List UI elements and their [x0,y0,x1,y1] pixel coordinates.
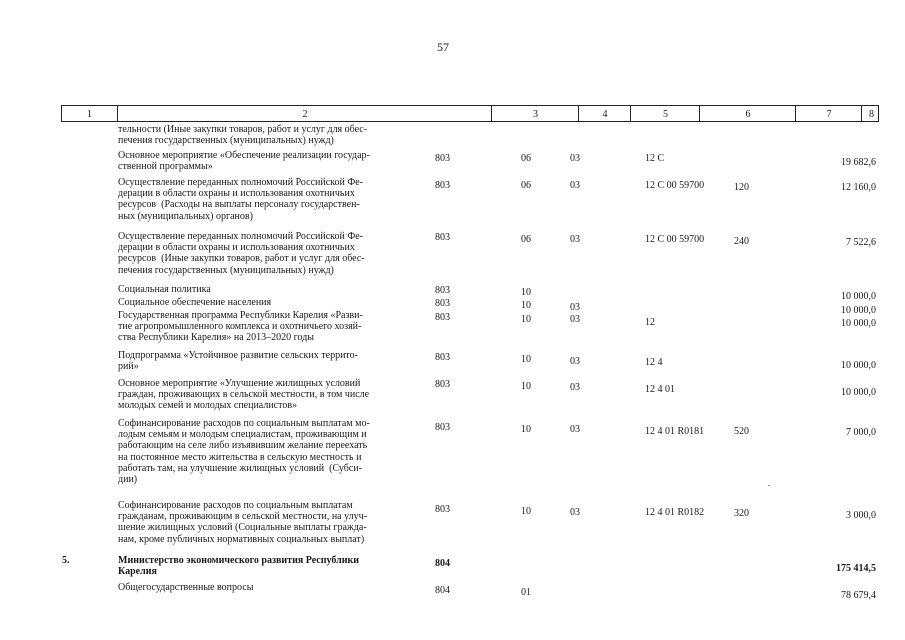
row-4-col8: 10 000,0 [841,291,876,302]
row-10-col6: 12 4 01 R0182 [645,507,705,518]
row-9-col7: 520 [734,426,749,437]
row-10-col3: 803 [435,504,450,515]
row-9-col5: 03 [570,424,580,435]
row-9-col8: 7 000,0 [846,427,876,438]
row-10-col4: 10 [521,506,531,517]
row-3-col8: 7 522,6 [846,237,876,248]
header-col-6: 6 [699,106,796,121]
row-6-col4: 10 [521,314,531,325]
row-2-col7: 120 [734,182,749,193]
row-12-description: Общегосударственные вопросы [118,582,254,593]
row-8-col8: 10 000,0 [841,387,876,398]
row-8-col6: 12 4 01 [645,384,675,395]
row-8-col3: 803 [435,379,450,390]
row-3-col3: 803 [435,232,450,243]
row-11-description: Министерство экономического развития Республики Карелия [118,555,359,578]
row-6-col8: 10 000,0 [841,318,876,329]
table-header [61,105,879,122]
row-11-number: 5. [62,555,70,566]
row-7-col8: 10 000,0 [841,360,876,371]
row-11-col8: 175 414,5 [836,563,876,574]
row-3-col5: 03 [570,234,580,245]
header-col-3: 3 [491,106,579,121]
row-1-col3: 803 [435,153,450,164]
row-5-col3: 803 [435,298,450,309]
row-7-col3: 803 [435,352,450,363]
row-1-description: Основное мероприятие «Обеспечение реализации государ- ственной программы» [118,150,370,173]
row-10-description: Софинансирование расходов по социальным выплатам гражданам, проживающим в сельской местности, на улуч- шение жилищных условий (Социальные выплаты гражда- нам, кроме публичных нормативных социальных выплат) [118,500,368,545]
row-4-col4: 10 [521,287,531,298]
row-10-col7: 320 [734,508,749,519]
row-6-col3: 803 [435,312,450,323]
row-7-col4: 10 [521,354,531,365]
row-1-col6: 12 С [645,153,665,164]
row-10-col5: 03 [570,507,580,518]
page-number: 57 [437,40,449,54]
header-col-1: 1 [87,109,92,120]
row-8-col5: 03 [570,382,580,393]
row-0-description: тельности (Иные закупки товаров, работ и услуг для обес- печения государственных (муниципальных) нужд) [118,124,368,147]
header-col-5: 5 [630,106,700,121]
row-6-col5: 03 [570,314,580,325]
row-9-description: Софинансирование расходов по социальным выплатам мо- лодым семьям и молодым специалистам, проживающим и работающим на селе либо изъявившим желание переехать на постоянное место жительства в сельскую местность и работать там, на улучшение жилищных условий (Субси- дии) [118,418,370,486]
row-9-col4: 10 [521,424,531,435]
row-9-col6: 12 4 01 R0181 [645,426,705,437]
row-1-col4: 06 [521,153,531,164]
row-5-col8: 10 000,0 [841,305,876,316]
row-7-col5: 03 [570,356,580,367]
row-8-description: Основное мероприятие «Улучшение жилищных условий граждан, проживающих в сельской местности, в том числе молодых семей и молодых специалистов» [118,378,370,412]
row-12-col4: 01 [521,587,531,598]
scan-speck [768,485,770,486]
row-3-col6: 12 С 00 59700 [645,234,705,245]
header-col-4: 4 [578,106,631,121]
row-3-col7: 240 [734,236,749,247]
row-6-col6: 12 [645,317,655,328]
row-2-col5: 03 [570,180,580,191]
row-7-col6: 12 4 [645,357,663,368]
header-col-8: 8 [861,106,881,121]
row-5-col5: 03 [570,302,580,313]
row-2-col4: 06 [521,180,531,191]
row-4-col3: 803 [435,285,450,296]
row-3-description: Осуществление переданных полномочий Российской Фе- дерации в области охраны и использования охотничьих ресурсов (Иные закупки товаров, работ и услуг для обес- печения государственных (муниципальных) нужд) [118,231,365,276]
row-5-col4: 10 [521,300,531,311]
row-6-description: Государственная программа Республики Карелия «Разви- тие агропромышленного комплекса и охотничьего хозяй- ства Республики Карелия» на 2013–2020 годы [118,310,363,344]
header-col-2: 2 [117,106,492,121]
row-9-col3: 803 [435,422,450,433]
row-12-col8: 78 679,4 [841,590,876,601]
row-2-col6: 12 С 00 59700 [645,180,705,191]
row-1-col8: 19 682,6 [841,157,876,168]
row-1-col5: 03 [570,153,580,164]
row-2-description: Осуществление переданных полномочий Российской Фе- дерации в области охраны и использования охотничьих ресурсов (Расходы на выплаты персоналу государствен- ных (муниципальных) органов) [118,177,364,222]
row-3-col4: 06 [521,234,531,245]
row-11-col3: 804 [435,558,450,569]
header-col-7: 7 [795,106,862,121]
row-2-col8: 12 160,0 [841,182,876,193]
row-4-description: Социальная политика [118,284,211,295]
row-8-col4: 10 [521,381,531,392]
row-10-col8: 3 000,0 [846,510,876,521]
row-5-description: Социальное обеспечение населения [118,297,272,308]
row-12-col3: 804 [435,585,450,596]
row-2-col3: 803 [435,180,450,191]
row-7-description: Подпрограмма «Устойчивое развитие сельских террито- рий» [118,350,358,373]
